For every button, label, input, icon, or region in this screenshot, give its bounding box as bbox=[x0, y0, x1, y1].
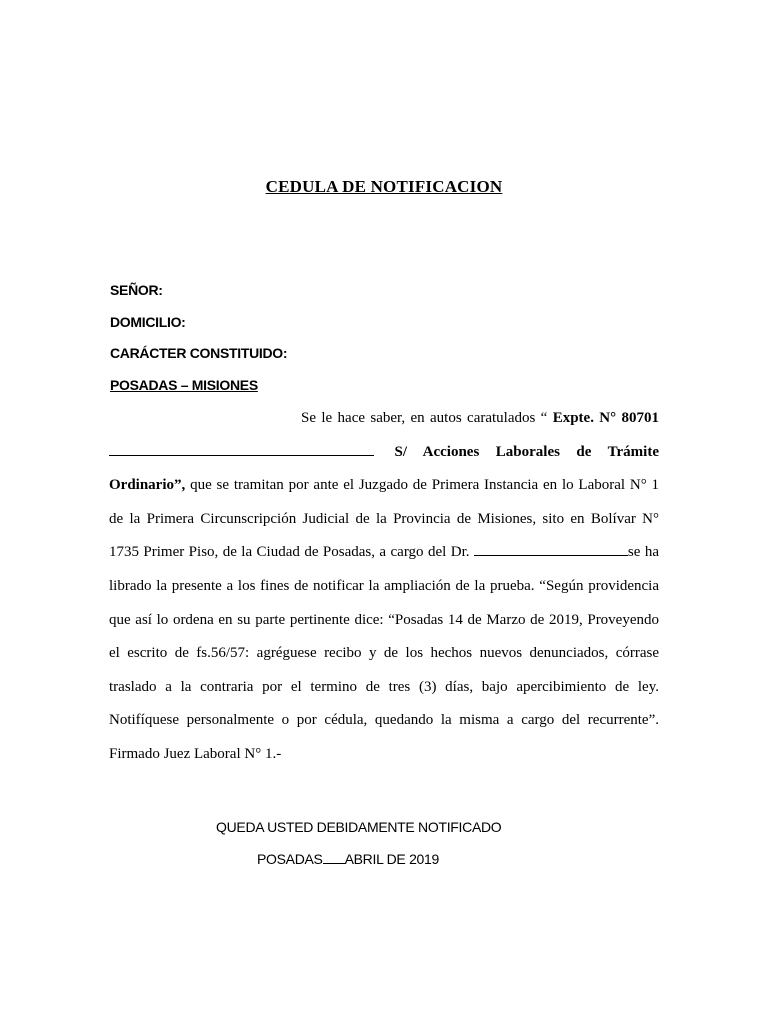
body-part-2: se ha librado la presente a los fines de notificar la ampliación de la prueba. “Según providencia que así lo ordena en su parte pertinente dice: “Posadas 14 de Marzo de 2019, Proveyendo el escrito de fs.56/57: agréguese recibo y de los hechos nuevos denunciados, córrase traslado a la contraria por el termino de tres (3) días, bajo apercibimiento de ley. Notifíquese personalmente o por cédula, quedando la misma a cargo del recurrente”. Firmado Juez Laboral N° 1.- bbox=[109, 544, 660, 762]
field-caracter-constituido: CARÁCTER CONSTITUIDO: bbox=[110, 345, 288, 361]
case-name: S/ Acciones Laborales de Trámite Ordinario”, bbox=[109, 443, 659, 494]
place-date-line bbox=[257, 850, 439, 867]
document-title: CEDULA DE NOTIFICACION bbox=[265, 177, 503, 196]
body-intro: Se le hace saber, en autos caratulados “ bbox=[301, 410, 553, 426]
judge-name-blank bbox=[474, 541, 628, 556]
recipient-fields bbox=[110, 281, 287, 407]
field-location: POSADAS – MISIONES bbox=[110, 376, 258, 393]
case-party-blank bbox=[109, 441, 374, 456]
place-name: POSADAS bbox=[257, 851, 323, 867]
day-blank bbox=[323, 850, 345, 864]
closing-date: ABRIL DE 2019 bbox=[344, 851, 440, 867]
field-domicilio: DOMICILIO: bbox=[110, 313, 186, 330]
notified-statement: QUEDA USTED DEBIDAMENTE NOTIFICADO bbox=[216, 819, 502, 835]
body-part-1: que se tramitan por ante el Juzgado de Primera Instancia en lo Laboral N° 1 de la Primera Circunscripción Judicial de la Provincia de Misiones, sito en Bolívar N° 1735 Primer Piso, de la Ciudad de Posadas, a cargo del Dr. bbox=[109, 477, 659, 561]
expte-number: Expte. N° 80701 bbox=[552, 410, 659, 426]
field-senor: SEÑOR: bbox=[110, 282, 163, 298]
notification-body bbox=[109, 402, 659, 772]
